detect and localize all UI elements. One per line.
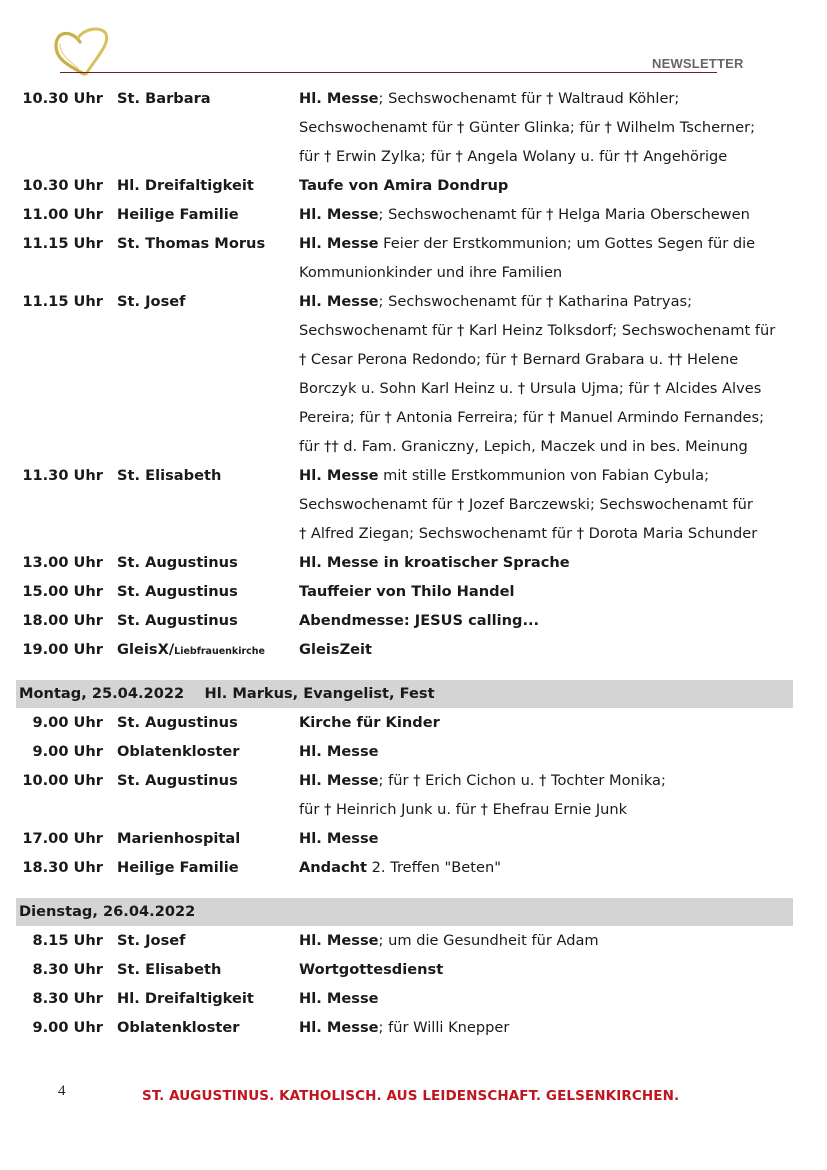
entry-time — [16, 403, 103, 432]
entry-place-name: St. Josef — [117, 932, 186, 949]
schedule-entry — [16, 737, 793, 766]
schedule-entry — [16, 200, 793, 229]
entry-time: 10.00 Uhr — [22, 772, 103, 789]
schedule-entry — [16, 577, 793, 606]
entry-place — [103, 84, 299, 113]
entry-description — [299, 84, 793, 113]
entry-description — [299, 229, 793, 258]
entry-place — [103, 737, 299, 766]
schedule-entry — [16, 708, 793, 737]
schedule-entry — [16, 853, 793, 882]
entry-place-name: GleisX/ — [117, 641, 175, 658]
entry-intentions: Sechswochenamt für † Jozef Barczewski; Sechswochenamt für — [299, 496, 753, 513]
entry-place — [103, 229, 299, 258]
entry-place — [103, 984, 299, 1013]
entry-service-type: Hl. Messe — [299, 830, 379, 847]
schedule-entry-continuation — [16, 519, 793, 548]
entry-place-name: Hl. Dreifaltigkeit — [117, 177, 254, 194]
service-schedule — [16, 84, 793, 1042]
entry-intentions: ; für † Erich Cichon u. † Tochter Monika; — [378, 772, 666, 789]
entry-place — [103, 287, 299, 316]
entry-place-name: Oblatenkloster — [117, 743, 240, 760]
entry-description — [299, 635, 793, 664]
day-header: Montag, 25.04.2022 Hl. Markus, Evangelist, Fest — [16, 680, 793, 708]
schedule-entry — [16, 171, 793, 200]
entry-place — [103, 519, 299, 548]
schedule-entry-continuation — [16, 316, 793, 345]
schedule-entry-continuation — [16, 258, 793, 287]
entry-intentions: für † Heinrich Junk u. für † Ehefrau Ernie Junk — [299, 801, 628, 818]
schedule-entry-continuation — [16, 403, 793, 432]
entry-place-name: St. Elisabeth — [117, 467, 222, 484]
entry-description — [299, 766, 793, 795]
entry-place — [103, 258, 299, 287]
entry-service-type: Taufe von Amira Dondrup — [299, 177, 509, 194]
entry-place-name: St. Augustinus — [117, 554, 238, 571]
entry-time — [16, 519, 103, 548]
entry-place — [103, 577, 299, 606]
entry-time — [16, 113, 103, 142]
entry-intentions: Sechswochenamt für † Karl Heinz Tolksdorf; Sechswochenamt für — [299, 322, 776, 339]
entry-place — [103, 403, 299, 432]
entry-service-type: Hl. Messe — [299, 990, 379, 1007]
entry-description — [299, 1013, 793, 1042]
entry-description — [299, 345, 793, 374]
entry-service-type: Hl. Messe — [299, 743, 379, 760]
schedule-entry — [16, 766, 793, 795]
schedule-entry — [16, 984, 793, 1013]
entry-time — [16, 795, 103, 824]
entry-time: 19.00 Uhr — [22, 641, 103, 658]
entry-intentions: für †† d. Fam. Graniczny, Lepich, Maczek und in bes. Meinung — [299, 438, 748, 455]
entry-time: 11.15 Uhr — [22, 293, 103, 310]
schedule-entry — [16, 926, 793, 955]
entry-place — [103, 490, 299, 519]
entry-description — [299, 853, 793, 882]
entry-service-type: Hl. Messe — [299, 293, 379, 310]
page-number: 4 — [58, 1083, 66, 1099]
entry-place — [103, 345, 299, 374]
entry-intentions: † Alfred Ziegan; Sechswochenamt für † Dorota Maria Schunder — [299, 525, 758, 542]
entry-place-name: St. Barbara — [117, 90, 211, 107]
entry-service-type: Hl. Messe — [299, 932, 379, 949]
schedule-entry — [16, 1013, 793, 1042]
schedule-entry-continuation — [16, 795, 793, 824]
entry-description — [299, 606, 793, 635]
entry-service-type: Hl. Messe — [299, 235, 379, 252]
entry-description — [299, 548, 793, 577]
entry-service-type: Hl. Messe in kroatischer Sprache — [299, 554, 570, 571]
entry-description — [299, 200, 793, 229]
entry-place — [103, 171, 299, 200]
entry-time: 9.00 Uhr — [32, 1019, 103, 1036]
entry-time — [16, 345, 103, 374]
entry-intentions: ; Sechswochenamt für † Waltraud Köhler; — [378, 90, 680, 107]
entry-intentions: Sechswochenamt für † Günter Glinka; für † Wilhelm Tscherner; — [299, 119, 756, 136]
entry-service-type: Hl. Messe — [299, 206, 379, 223]
entry-time — [16, 374, 103, 403]
entry-description — [299, 519, 793, 548]
entry-place — [103, 548, 299, 577]
entry-intentions: Kommunionkinder und ihre Familien — [299, 264, 563, 281]
entry-time — [16, 432, 103, 461]
entry-description — [299, 795, 793, 824]
entry-intentions: ; Sechswochenamt für † Helga Maria Oberschewen — [378, 206, 750, 223]
entry-time: 11.15 Uhr — [22, 235, 103, 252]
entry-service-type: Wortgottesdienst — [299, 961, 444, 978]
entry-place-name: St. Elisabeth — [117, 961, 222, 978]
entry-time: 8.30 Uhr — [32, 990, 103, 1007]
entry-place-name: Marienhospital — [117, 830, 241, 847]
entry-description — [299, 955, 793, 984]
entry-time: 15.00 Uhr — [22, 583, 103, 600]
entry-time: 11.00 Uhr — [22, 206, 103, 223]
entry-time — [16, 258, 103, 287]
entry-place-name: St. Augustinus — [117, 612, 238, 629]
entry-place — [103, 635, 299, 664]
entry-service-type: Abendmesse: JESUS calling... — [299, 612, 540, 629]
entry-description — [299, 403, 793, 432]
entry-place-name: Hl. Dreifaltigkeit — [117, 990, 254, 1007]
entry-place — [103, 606, 299, 635]
entry-place — [103, 113, 299, 142]
entry-place — [103, 955, 299, 984]
schedule-entry — [16, 287, 793, 316]
header-rule — [60, 72, 717, 73]
entry-intentions: ; um die Gesundheit für Adam — [378, 932, 599, 949]
entry-time: 11.30 Uhr — [22, 467, 103, 484]
entry-time: 9.00 Uhr — [32, 714, 103, 731]
entry-intentions: 2. Treffen "Beten" — [367, 859, 501, 876]
entry-time — [16, 490, 103, 519]
schedule-entry — [16, 606, 793, 635]
schedule-entry-continuation — [16, 142, 793, 171]
entry-description — [299, 316, 793, 345]
entry-intentions: † Cesar Perona Redondo; für † Bernard Grabara u. †† Helene — [299, 351, 739, 368]
entry-service-type: Hl. Messe — [299, 90, 379, 107]
schedule-entry — [16, 229, 793, 258]
entry-place — [103, 766, 299, 795]
entry-time — [16, 316, 103, 345]
entry-service-type: Hl. Messe — [299, 1019, 379, 1036]
entry-description — [299, 490, 793, 519]
entry-description — [299, 577, 793, 606]
entry-description — [299, 432, 793, 461]
entry-place — [103, 461, 299, 490]
entry-place — [103, 795, 299, 824]
footer-slogan: ST. AUGUSTINUS. KATHOLISCH. AUS LEIDENSCHAFT. GELSENKIRCHEN. — [142, 1088, 680, 1104]
entry-description — [299, 824, 793, 853]
entry-intentions: für † Erwin Zylka; für † Angela Wolany u. für †† Angehörige — [299, 148, 728, 165]
entry-place-name: St. Josef — [117, 293, 186, 310]
entry-time: 17.00 Uhr — [22, 830, 103, 847]
schedule-entry-continuation — [16, 113, 793, 142]
entry-place — [103, 142, 299, 171]
entry-intentions: Borczyk u. Sohn Karl Heinz u. † Ursula Ujma; für † Alcides Alves — [299, 380, 762, 397]
entry-description — [299, 142, 793, 171]
entry-time: 10.30 Uhr — [22, 90, 103, 107]
entry-description — [299, 926, 793, 955]
entry-service-type: Hl. Messe — [299, 772, 379, 789]
entry-service-type: Hl. Messe — [299, 467, 379, 484]
entry-place — [103, 432, 299, 461]
entry-place — [103, 316, 299, 345]
entry-service-type: Tauffeier von Thilo Handel — [299, 583, 515, 600]
schedule-entry-continuation — [16, 345, 793, 374]
entry-time — [16, 142, 103, 171]
entry-place — [103, 708, 299, 737]
schedule-entry-continuation — [16, 374, 793, 403]
entry-intentions: ; Sechswochenamt für † Katharina Patryas; — [378, 293, 693, 310]
entry-time: 9.00 Uhr — [32, 743, 103, 760]
entry-place-name: St. Augustinus — [117, 714, 238, 731]
schedule-entry — [16, 84, 793, 113]
entry-place — [103, 200, 299, 229]
schedule-entry-continuation — [16, 490, 793, 519]
entry-time: 13.00 Uhr — [22, 554, 103, 571]
entry-description — [299, 258, 793, 287]
entry-description — [299, 287, 793, 316]
entry-time: 18.30 Uhr — [22, 859, 103, 876]
entry-place-subtitle: Liebfrauenkirche — [174, 646, 266, 657]
entry-place — [103, 853, 299, 882]
schedule-entry — [16, 548, 793, 577]
entry-intentions: Pereira; für † Antonia Ferreira; für † Manuel Armindo Fernandes; — [299, 409, 764, 426]
entry-place-name: Heilige Familie — [117, 206, 239, 223]
entry-description — [299, 374, 793, 403]
entry-time: 8.15 Uhr — [32, 932, 103, 949]
schedule-entry-continuation — [16, 432, 793, 461]
entry-description — [299, 461, 793, 490]
entry-place-name: Heilige Familie — [117, 859, 239, 876]
entry-service-type: Andacht — [299, 859, 367, 876]
schedule-entry — [16, 635, 793, 664]
schedule-entry — [16, 461, 793, 490]
entry-place — [103, 926, 299, 955]
entry-place-name: Oblatenkloster — [117, 1019, 240, 1036]
entry-description — [299, 113, 793, 142]
entry-place-name: St. Thomas Morus — [117, 235, 266, 252]
entry-time: 10.30 Uhr — [22, 177, 103, 194]
entry-place — [103, 1013, 299, 1042]
entry-description — [299, 984, 793, 1013]
entry-intentions: ; für Willi Knepper — [378, 1019, 510, 1036]
entry-service-type: GleisZeit — [299, 641, 373, 658]
entry-place — [103, 824, 299, 853]
entry-intentions: Feier der Erstkommunion; um Gottes Segen für die — [378, 235, 756, 252]
entry-time: 8.30 Uhr — [32, 961, 103, 978]
entry-place-name: St. Augustinus — [117, 772, 238, 789]
schedule-entry — [16, 955, 793, 984]
entry-time: 18.00 Uhr — [22, 612, 103, 629]
day-header: Dienstag, 26.04.2022 — [16, 898, 793, 926]
entry-description — [299, 737, 793, 766]
entry-description — [299, 708, 793, 737]
entry-place-name: St. Augustinus — [117, 583, 238, 600]
entry-intentions: mit stille Erstkommunion von Fabian Cybula; — [378, 467, 709, 484]
entry-service-type: Kirche für Kinder — [299, 714, 440, 731]
newsletter-label: NEWSLETTER — [652, 56, 744, 71]
heart-logo-icon — [50, 24, 114, 76]
entry-place — [103, 374, 299, 403]
schedule-entry — [16, 824, 793, 853]
entry-description — [299, 171, 793, 200]
